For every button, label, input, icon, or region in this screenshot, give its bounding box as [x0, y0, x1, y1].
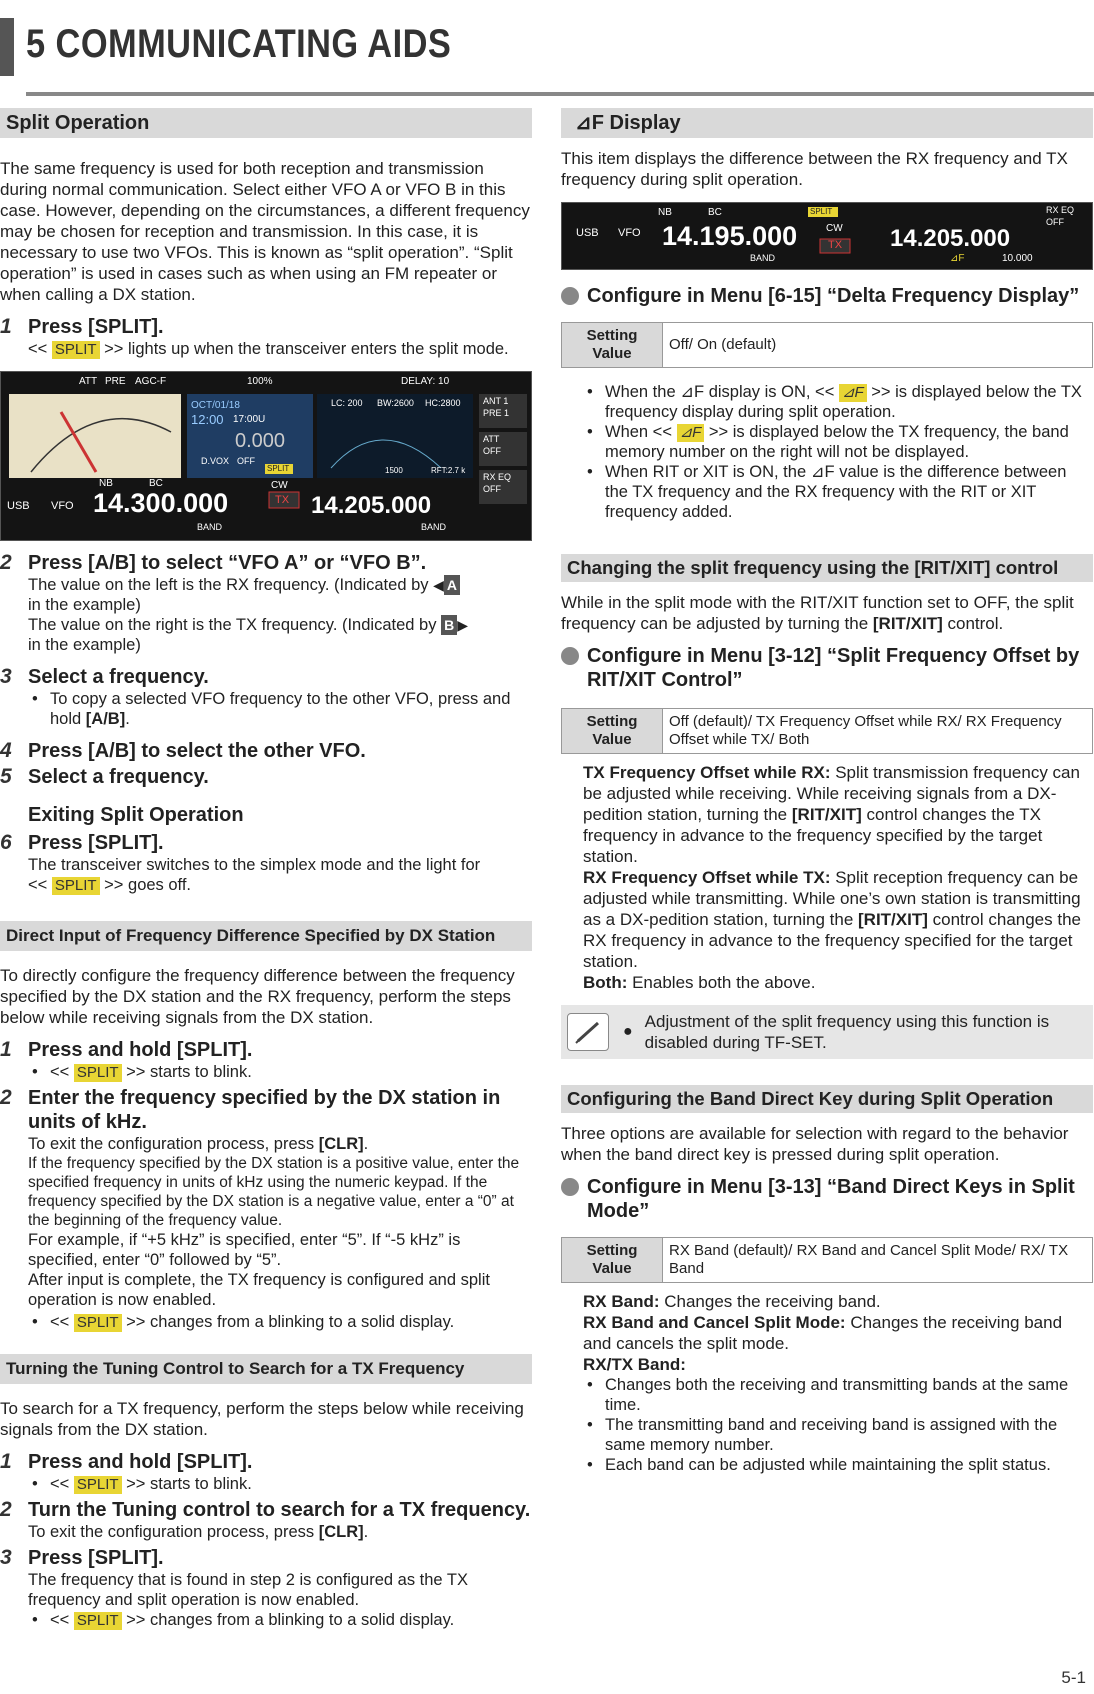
setting-table-3-13	[561, 1237, 1093, 1283]
bullet: • << SPLIT >> starts to blink.	[28, 1474, 532, 1494]
d1-att: ATT	[79, 376, 98, 387]
step-number: 2	[0, 1086, 12, 1109]
df-intro: This item displays the difference between the RX frequency and TX frequency during split operation.	[561, 149, 1068, 189]
exit-split-heading: Exiting Split Operation	[28, 804, 244, 826]
d1-split: SPLIT	[267, 464, 290, 473]
d1-bc: BC	[149, 478, 163, 489]
step-number: 6	[0, 831, 12, 854]
tuning-step-1	[0, 1450, 532, 1494]
d1-hc: HC:2800	[425, 398, 461, 408]
d2-rxeq-off: OFF	[1046, 217, 1064, 227]
bullet-dot-icon	[561, 647, 579, 665]
setting-key: Setting Value	[562, 323, 663, 368]
section-heading-split-operation: Split Operation	[0, 108, 532, 138]
d2-rx-freq: 14.195.000	[662, 221, 798, 251]
step-title: Turn the Tuning control to search for a TX frequency.	[28, 1499, 531, 1521]
pencil-note-icon	[567, 1013, 609, 1051]
section-heading-direct-input: Direct Input of Frequency Difference Specified by DX Station	[0, 921, 532, 951]
transceiver-display-photo	[0, 371, 532, 541]
d1-mode: USB	[7, 500, 30, 512]
direct-intro: To directly configure the frequency difference between the frequency specified by the DX station and the RX frequency, perform the steps below while receiving signals from the DX station.	[0, 966, 515, 1027]
d1-vfo: VFO	[51, 500, 74, 512]
page-number: 5-1	[1061, 1668, 1086, 1687]
step-6	[0, 831, 532, 895]
step-number: 1	[0, 1038, 12, 1061]
split-indicator-icon: SPLIT	[74, 1064, 122, 1082]
header-accent-bar	[0, 18, 14, 76]
df-bullets	[583, 382, 1093, 522]
right-column	[561, 108, 1093, 1475]
d1-tx: TX	[275, 494, 290, 506]
section-heading-tuning: Turning the Tuning Control to Search for a TX Frequency	[0, 1354, 532, 1384]
step-title: Enter the frequency specified by the DX station in units of kHz.	[28, 1087, 501, 1133]
step-number: 2	[0, 1498, 12, 1521]
left-column	[0, 108, 532, 1630]
d1-rit: 0.000	[235, 430, 286, 452]
step-desc: The value on the left is the RX frequency. (Indicated by ◀ A in the example)	[28, 575, 532, 615]
split-intro: The same frequency is used for both reception and transmission during normal communication. Select either VFO A or VFO B in this case. However, depending on the circumstances, a different frequency may be chosen for reception and transmission. In this case, it is necessary to use two VFOs. This is known as “split operation”. “Split operation” is used in cases such as when using an FM repeater or when calling a DX station.	[0, 159, 530, 304]
d1-bw: BW:2600	[377, 398, 414, 408]
d1-pre: PRE	[105, 376, 126, 387]
d2-rxeq: RX EQ	[1046, 205, 1075, 215]
d1-rxeq: RX EQ	[483, 472, 512, 482]
d1-time: 12:00	[191, 412, 224, 427]
delta-f-icon: ⊿F	[839, 384, 867, 402]
step-4	[0, 739, 532, 763]
bullet: • When the ⊿F display is ON, << ⊿F >> is displayed below the TX frequency display during split operation.	[583, 382, 1093, 422]
step-5	[0, 765, 532, 789]
header-rule	[26, 92, 1094, 96]
bullet-dot-icon	[561, 1178, 579, 1196]
rx-band-cancel-desc: RX Band and Cancel Split Mode: Changes the receiving band and cancels the split mode.	[583, 1313, 1063, 1353]
setting-value: Off (default)/ TX Frequency Offset while RX/ RX Frequency Offset while TX/ Both	[663, 709, 1093, 754]
band-intro: Three options are available for selection with regard to the behavior when the band direct key is pressed during split operation.	[561, 1124, 1069, 1164]
rx-offset-desc: RX Frequency Offset while TX: Split reception frequency can be adjusted while transmitting. While one’s own station is transmitting as a DX-pedition station, turning the [RIT/XIT] control changes the RX frequency in advance to the frequency specified for the target station.	[583, 868, 1081, 971]
vfo-a-indicator-icon: ◀	[433, 577, 444, 593]
setting-table-6-15	[561, 322, 1093, 368]
d1-delay: DELAY: 10	[401, 376, 450, 387]
step-title: Press [A/B] to select the other VFO.	[28, 740, 366, 762]
bullet: • << SPLIT >> changes from a blinking to a solid display.	[28, 1312, 532, 1332]
step-number: 2	[0, 551, 12, 574]
tuning-step-2	[0, 1498, 532, 1542]
d1-att-off: OFF	[483, 446, 501, 456]
d1-lc: LC: 200	[331, 398, 363, 408]
step-number: 3	[0, 1546, 12, 1569]
both-desc: Both: Enables both the above.	[583, 973, 816, 992]
direct-step-1	[0, 1038, 532, 1082]
d1-nb: NB	[99, 478, 113, 489]
note-bullet-icon: ●	[623, 1023, 633, 1040]
d1-rxeq-off: OFF	[483, 484, 501, 494]
d1-dvox-off: OFF	[237, 456, 255, 466]
step-number: 4	[0, 739, 12, 762]
bullet: • When RIT or XIT is ON, the ⊿F value is the difference between the TX frequency and the RX frequency with the RIT or XIT frequency added.	[583, 462, 1093, 522]
d1-tx-freq: 14.205.000	[311, 492, 432, 519]
rx-band-desc: RX Band: Changes the receiving band.	[583, 1292, 881, 1311]
step-number: 3	[0, 665, 12, 688]
step-1	[0, 315, 532, 359]
step-title: Select a frequency.	[28, 766, 209, 788]
menu-6-15: Configure in Menu [6-15] “Delta Frequency Display”	[561, 284, 1093, 308]
d1-rx-freq: 14.300.000	[93, 488, 229, 518]
split-indicator-icon: SPLIT	[52, 877, 100, 895]
step-desc-positive: If the frequency specified by the DX station is a positive value, enter the specified frequency in units of kHz using the numeric keypad. If the frequency specified by the DX station is a negative value, enter a “0” at the beginning of the frequency value.	[28, 1155, 520, 1229]
bullet: • << SPLIT >> starts to blink.	[28, 1062, 532, 1082]
step-number: 5	[0, 765, 12, 788]
band-details	[583, 1291, 1093, 1475]
step-number: 1	[0, 1450, 12, 1473]
step-desc: The transceiver switches to the simplex mode and the light for << SPLIT >> goes off.	[28, 856, 481, 894]
bullet-dot-icon	[561, 287, 579, 305]
split-indicator-icon: SPLIT	[74, 1314, 122, 1332]
step-desc: The frequency that is found in step 2 is configured as the TX frequency and split operation is now enabled.	[28, 1571, 468, 1609]
rxtx-band-label: RX/TX Band:	[583, 1355, 686, 1374]
setting-value: Off/ On (default)	[663, 323, 1093, 368]
d1-date: OCT/01/18	[191, 400, 240, 411]
d2-split: SPLIT	[810, 207, 833, 216]
split-indicator-icon: SPLIT	[74, 1476, 122, 1494]
setting-value: RX Band (default)/ RX Band and Cancel Split Mode/ RX/ TX Band	[663, 1238, 1093, 1283]
step-title: Select a frequency.	[28, 666, 209, 688]
d1-dvox: D.VOX	[201, 456, 230, 466]
d2-df: ⊿F	[950, 253, 965, 264]
step-title: Press and hold [SPLIT].	[28, 1039, 253, 1061]
d1-band-r: BAND	[421, 522, 447, 532]
section-heading-rit-xit: Changing the split frequency using the [RIT/XIT] control	[561, 554, 1093, 582]
note-box	[561, 1005, 1093, 1059]
d2-bc: BC	[708, 207, 722, 218]
d1-band-l: BAND	[197, 522, 223, 532]
bullet: • Each band can be adjusted while maintaining the split status.	[583, 1455, 1093, 1475]
tuning-step-3	[0, 1546, 532, 1630]
step-desc: << SPLIT >> lights up when the transceiver enters the split mode.	[28, 340, 509, 358]
vfo-b-label: B	[441, 615, 457, 635]
d1-ant: ANT 1	[483, 396, 509, 406]
step-desc: To exit the configuration process, press [CLR].	[28, 1135, 369, 1153]
step-desc-example: For example, if “+5 kHz” is specified, enter “5”. If “-5 kHz” is specified, enter “0” followed by “5”.	[28, 1231, 461, 1269]
d1-utc: 17:00U	[233, 414, 266, 425]
step-desc-complete: After input is complete, the TX frequency is configured and split operation is now enabled.	[28, 1271, 490, 1309]
bullet: • Changes both the receiving and transmitting bands at the same time.	[583, 1375, 1093, 1415]
section-heading-band-direct: Configuring the Band Direct Key during Split Operation	[561, 1085, 1093, 1113]
d2-vfo: VFO	[618, 227, 641, 239]
menu-3-13: Configure in Menu [3-13] “Band Direct Keys in Split Mode”	[561, 1175, 1093, 1223]
d2-band: BAND	[750, 253, 776, 263]
step-title: Press [SPLIT].	[28, 1547, 164, 1569]
split-indicator-icon: SPLIT	[74, 1612, 122, 1630]
d2-mode: USB	[576, 227, 599, 239]
d2-tx-freq: 14.205.000	[890, 225, 1011, 252]
chapter-title: 5 COMMUNICATING AIDS	[26, 22, 452, 66]
d1-agc: AGC-F	[135, 376, 167, 387]
note-text: Adjustment of the split frequency using this function is disabled during TF-SET.	[644, 1012, 1050, 1052]
vfo-b-indicator-icon: ▶	[457, 617, 468, 633]
tx-offset-desc: TX Frequency Offset while RX: Split transmission frequency can be adjusted while receiving. While receiving signals from a DX-pedition station, turning the [RIT/XIT] control changes the TX frequency in advance to the frequency specified by the target station.	[583, 763, 1080, 866]
step-title: Press [SPLIT].	[28, 316, 164, 338]
setting-table-3-12	[561, 708, 1093, 754]
d1-pre1: PRE 1	[483, 408, 510, 418]
d1-rft: RFT:2.7 k	[431, 466, 466, 475]
step-title: Press and hold [SPLIT].	[28, 1451, 253, 1473]
d2-tx: TX	[828, 239, 843, 251]
setting-key: Setting Value	[562, 709, 663, 754]
step-title: Press [SPLIT].	[28, 832, 164, 854]
bullet: • << SPLIT >> changes from a blinking to a solid display.	[28, 1610, 532, 1630]
d2-nb: NB	[658, 207, 672, 218]
d2-df-value: 10.000	[1002, 253, 1033, 264]
bullet: • The transmitting band and receiving band is assigned with the same memory number.	[583, 1415, 1093, 1455]
step-title: Press [A/B] to select “VFO A” or “VFO B”.	[28, 552, 427, 574]
setting-key: Setting Value	[562, 1238, 663, 1283]
rit-intro: While in the split mode with the RIT/XIT function set to OFF, the split frequency can be adjusted by turning the [RIT/XIT] control.	[561, 593, 1074, 633]
step-3	[0, 665, 532, 729]
d1-power: 100%	[247, 376, 273, 387]
d1-att2: ATT	[483, 434, 500, 444]
bullet: • To copy a selected VFO frequency to the other VFO, press and hold [A/B].	[28, 689, 532, 729]
d1-cw: CW	[271, 480, 288, 491]
bullet: • When << ⊿F >> is displayed below the TX frequency, the band memory number on the right will not be displayed.	[583, 422, 1093, 462]
step-number: 1	[0, 315, 12, 338]
step-desc: To exit the configuration process, press [CLR].	[28, 1523, 369, 1541]
menu-3-12: Configure in Menu [3-12] “Split Frequency Offset by RIT/XIT Control”	[561, 644, 1093, 692]
section-heading-df-display: ⊿F Display	[561, 108, 1093, 138]
d1-1500: 1500	[385, 466, 403, 475]
step-2	[0, 551, 532, 655]
df-display-photo	[561, 202, 1093, 270]
split-indicator-icon: SPLIT	[52, 341, 100, 359]
direct-step-2	[0, 1086, 532, 1332]
d2-cw: CW	[826, 223, 843, 234]
step-desc-2: The value on the right is the TX frequency. (Indicated by B ▶ in the example)	[28, 616, 468, 654]
rit-details	[583, 762, 1093, 993]
delta-f-icon: ⊿F	[677, 424, 705, 442]
tuning-intro: To search for a TX frequency, perform the steps below while receiving signals from the DX station.	[0, 1399, 524, 1439]
vfo-a-label: A	[444, 575, 460, 595]
